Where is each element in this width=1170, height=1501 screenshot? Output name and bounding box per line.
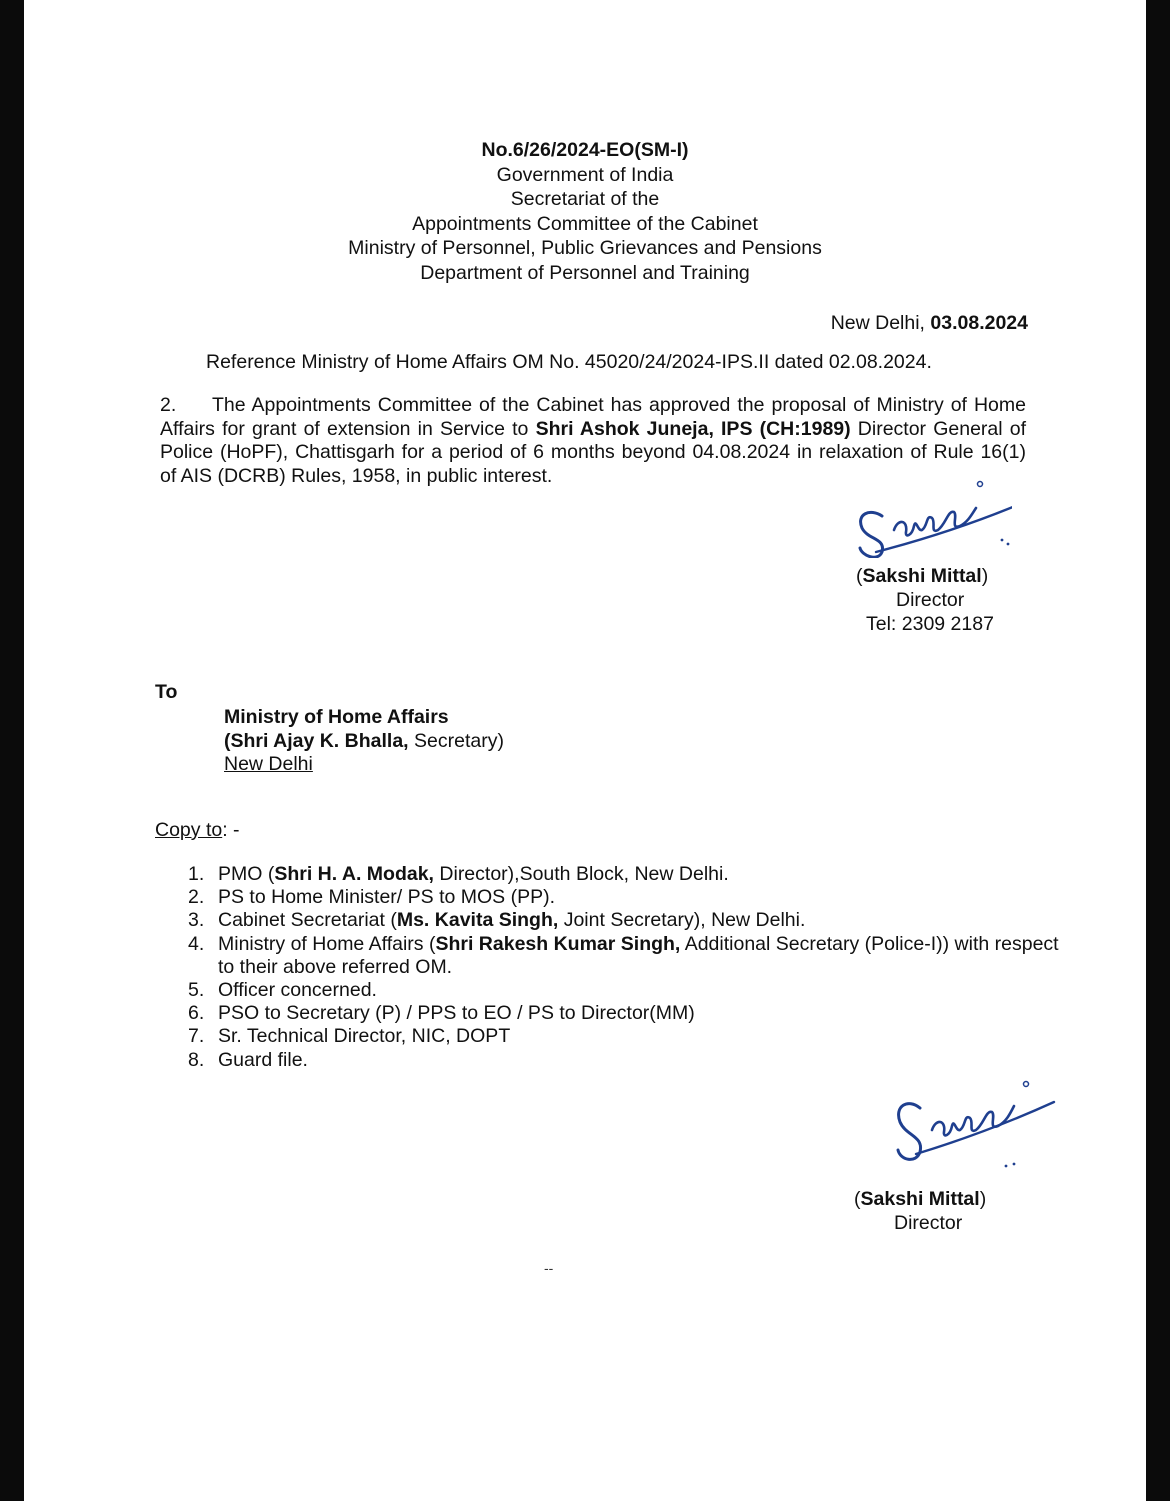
copy-to-suffix: : -: [222, 819, 240, 841]
paragraph-text-2: Director General of Police (HoPF), Chattisgarh for a period of 6 months beyond 04.08.2024 in relaxation of Rule 16(1) of AIS (DCRB) Rules, 1958, in public interest.: [160, 417, 1027, 487]
list-item: [188, 979, 1068, 1002]
signatory-1-telephone: Tel: 2309 2187: [866, 613, 994, 635]
list-item-text: PMO (: [218, 863, 275, 885]
list-item: [188, 863, 1068, 886]
main-paragraph: [160, 394, 1026, 488]
list-item-text: Officer concerned.: [218, 979, 377, 1002]
list-item-text: PSO to Secretary (P) / PPS to EO / PS to Director(MM): [218, 1002, 695, 1025]
addressee-person-name: Shri Ajay K. Bhalla,: [230, 729, 409, 752]
signatory-1-name: [856, 564, 994, 588]
list-item-number: 7.: [188, 1025, 205, 1048]
header-ministry: Ministry of Personnel, Public Grievances and Pensions: [348, 237, 822, 259]
addressee-org: Ministry of Home Affairs: [224, 706, 449, 728]
signatory-1-designation: Director: [896, 589, 965, 611]
addressee-person: [224, 730, 504, 754]
signatory-1-name-text: Sakshi Mittal: [862, 565, 982, 587]
list-item-text-end: Joint Secretary), New Delhi.: [558, 909, 806, 932]
copy-to-list: [188, 863, 1068, 1072]
list-item-number: 2.: [188, 886, 205, 909]
list-item-number: 8.: [188, 1048, 205, 1071]
addressee-block: [224, 706, 504, 777]
addressee-person-title: Secretary): [408, 729, 504, 752]
officer-name: Shri Ashok Juneja, IPS (CH:1989): [535, 417, 851, 440]
list-item-bold: Shri Rakesh Kumar Singh,: [435, 932, 681, 955]
addressee-city: New Delhi: [224, 753, 313, 775]
to-label: To: [155, 681, 178, 703]
signature-2: [886, 1078, 1056, 1178]
list-item: [188, 1025, 1068, 1048]
list-item-text: Ministry of Home Affairs (: [218, 932, 436, 955]
paragraph-text-1: The Appointments Committee of the Cabinet has approved the proposal of Ministry of Home Affairs for grant of extension in Service to: [160, 394, 1026, 440]
list-item-number: 3.: [188, 909, 205, 932]
signatory-2-open-paren: (: [854, 1188, 861, 1210]
copy-to-label: Copy to: [155, 819, 223, 841]
list-item: [188, 1049, 1068, 1072]
paragraph-number: 2.: [160, 394, 177, 416]
list-item: [188, 1002, 1068, 1025]
list-item-number: 5.: [188, 979, 205, 1002]
list-item-text-end: Director),South Block, New Delhi.: [433, 863, 729, 885]
list-item-text-end: Additional Secretary (Police-I)) with respect to their above referred OM.: [218, 932, 1059, 978]
list-item-text: Guard file.: [218, 1048, 308, 1071]
copy-to-heading: [155, 819, 240, 842]
date-place: New Delhi,: [830, 312, 931, 334]
footer-mark: --: [544, 1260, 554, 1276]
header-government: Government of India: [496, 163, 674, 186]
reference-line: Reference Ministry of Home Affairs OM No. 45020/24/2024-IPS.II dated 02.08.2024.: [206, 351, 932, 373]
list-item-text: Cabinet Secretariat (: [218, 909, 397, 932]
issue-date: [831, 312, 1028, 335]
signatory-2-name-text: Sakshi Mittal: [860, 1188, 980, 1210]
signatory-2-close-paren: ): [979, 1188, 987, 1210]
signature-1: [842, 478, 1012, 558]
signatory-2-name: [854, 1187, 986, 1211]
list-item-bold: Ms. Kavita Singh,: [396, 909, 559, 932]
list-item-number: 1.: [188, 863, 205, 885]
signatory-1-close-paren: ): [981, 565, 989, 587]
date-value: 03.08.2024: [930, 312, 1028, 334]
document-header: [24, 138, 1146, 285]
header-committee: Appointments Committee of the Cabinet: [412, 212, 758, 235]
file-number: No.6/26/2024-EO(SM-I): [481, 139, 689, 161]
document-page: [24, 0, 1146, 1501]
addressee-open-paren: (: [224, 729, 231, 752]
list-item-bold: Shri H. A. Modak,: [274, 863, 434, 885]
list-item: [188, 909, 1068, 932]
list-item: [188, 886, 1068, 909]
list-item-number: 6.: [188, 1002, 205, 1025]
signatory-1-open-paren: (: [856, 565, 863, 587]
header-secretariat: Secretariat of the: [510, 188, 660, 210]
list-item-text: Sr. Technical Director, NIC, DOPT: [218, 1025, 511, 1048]
signatory-2-designation: Director: [894, 1212, 963, 1234]
list-item: [188, 933, 1068, 979]
list-item-text: PS to Home Minister/ PS to MOS (PP).: [218, 886, 556, 909]
header-department: Department of Personnel and Training: [420, 261, 750, 284]
signatory-2-block: [854, 1187, 986, 1235]
signatory-1-block: [856, 564, 994, 636]
list-item-number: 4.: [188, 932, 205, 955]
